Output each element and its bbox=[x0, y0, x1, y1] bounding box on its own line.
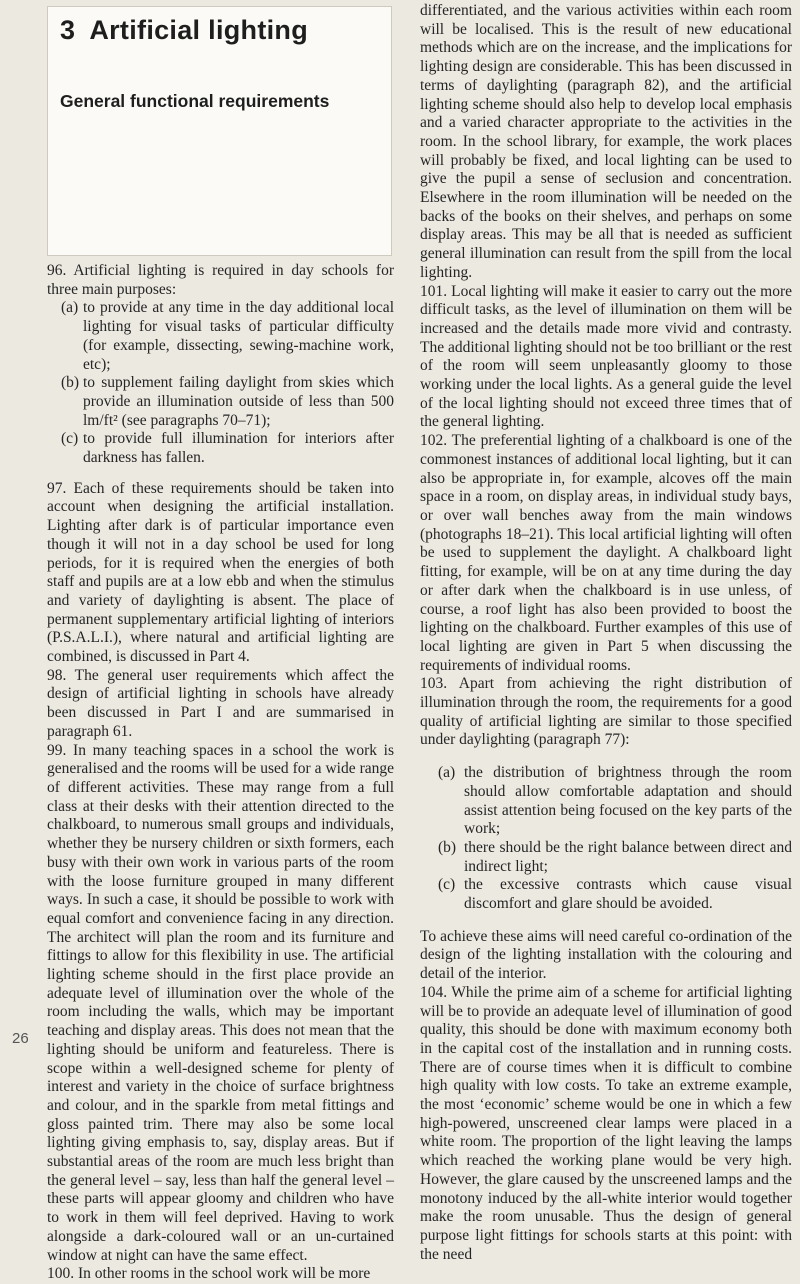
paragraph-100-continued: differentiated, and the various activities within each room will be localised. This is the result of new educational methods which are on the increase, and the implications for lighting design are considerable. This has been discussed in terms of daylighting (paragraph 82), and the artificial lighting scheme should also help to develop local emphasis and a varied character appropriate to the activities in the room. In the school library, for example, the work places will probably be fixed, and local lighting can be used to give the pupil a sense of seclusion and concentration. Elsewhere in the room illumination will be needed on the backs of the books on their shelves, and perhaps on some display areas. This may be all that is needed as sufficient general illumination can result from the spill from the local lighting. bbox=[420, 2, 792, 281]
section-title: General functional requirements bbox=[60, 91, 330, 111]
page-number: 26 bbox=[12, 1030, 29, 1047]
right-column bbox=[420, 2, 792, 1264]
list-item-text: to provide full illumination for interiors after darkness has fallen. bbox=[83, 430, 394, 467]
paragraph-103-intro: 103. Apart from achieving the right distribution of illumination through the room, the requirements for a good quality of artificial lighting are similar to those specified under daylighting (paragraph 77): bbox=[420, 675, 792, 749]
paragraph-102: 102. The preferential lighting of a chalkboard is one of the commonest instances of additional local lighting, but it can also be appropriate in, for example, alcoves off the main space in a room, on display areas, in individual study bays, or over wall benches away from the main windows (photographs 18–21). This local artificial lighting will often be used to supplement the daylight. A chalkboard light fitting, for example, will be on at any time during the day or after dark when the chalkboard is in use unless, of course, a roof light has also been provided to boost the lighting on the chalkboard. Further examples of this use of local lighting are given in Part 5 when discussing the requirements of individual rooms. bbox=[420, 432, 792, 674]
paragraph-99: 99. In many teaching spaces in a school the work is generalised and the rooms will be used for a wide range of different activities. These may range from a full class at their desks with their attention directed to the chalkboard, to numerous small groups and individuals, whether they be nursery children or sixth formers, each busy with their own work in various parts of the room with the loose furniture grouped in many different ways. In such a case, it should be possible to work with equal comfort and convenience facing in any direction. The architect will plan the room and its furniture and fittings to allow for this flexibility in use. The artificial lighting scheme should in the first place provide an adequate level of illumination over the whole of the room including the walls, which may be important teaching and display areas. This does not mean that the lighting should be uniform and featureless. There is scope within a well-designed scheme for plenty of interest and variety in the choice of surface brightness and colour, and in the sparkle from metal fittings and gloss painted trim. There may also be some local lighting giving emphasis to, say, display areas. But if substantial areas of the room are much less bright than the general level – say, less than half the general level – these parts will appear gloomy and children who have to work in them will feel deprived. Having to work alongside a dark-coloured wall or an un-curtained window at night can have the same effect. bbox=[47, 741, 394, 1264]
list-item-text: to supplement failing daylight from skies which provide an illumination outside of less than 500 lm/ft² (see paragraphs 70–71); bbox=[83, 374, 394, 429]
list-item bbox=[420, 839, 792, 876]
list-item bbox=[47, 374, 394, 430]
chapter-number: 3 bbox=[60, 15, 76, 45]
paragraph-103-after: To achieve these aims will need careful co-ordination of the design of the lighting installation with the colouring and detail of the interior. bbox=[420, 927, 792, 983]
list-item-text: to provide at any time in the day additional local lighting for visual tasks of particular difficulty (for example, dissecting, sewing-machine work, etc); bbox=[83, 299, 394, 373]
paragraph-103-list bbox=[420, 764, 792, 914]
chapter-heading bbox=[60, 15, 322, 46]
chapter-title: Artificial lighting bbox=[89, 15, 309, 45]
left-column bbox=[47, 262, 394, 1284]
list-item-text: the distribution of brightness through the room should allow comfortable adaptation and should assist attention being focused on the key parts of the work; bbox=[464, 764, 792, 838]
list-item bbox=[420, 764, 792, 839]
list-marker: (a) bbox=[61, 299, 79, 317]
list-marker: (c) bbox=[61, 430, 79, 448]
chapter-heading-box bbox=[47, 6, 392, 256]
paragraph-100-start: 100. In other rooms in the school work will be more bbox=[47, 1265, 371, 1283]
paragraph-96-list bbox=[47, 299, 394, 467]
paragraph-104: 104. While the prime aim of a scheme for artificial lighting will be to provide an adequate level of illumination of good quality, this should be done with maximum economy both in the capital cost of the installation and in running costs. There are of course times when it is difficult to combine high quality with low costs. To take an extreme example, the most ‘economic’ scheme would be one in which a few high-powered, unscreened clear lamps were placed in a white room. The proportion of the light leaving the lamps which reached the working plane would be very high. However, the glare caused by the unscreened lamps and the monotony induced by the all-white interior would together make the room unusable. Thus the design of general purpose light fittings for schools starts at this point: with the need bbox=[420, 983, 792, 1263]
paragraph-96-intro: 96. Artificial lighting is required in day schools for three main purposes: bbox=[47, 262, 394, 298]
list-marker: (a) bbox=[438, 764, 456, 782]
list-marker: (b) bbox=[61, 374, 80, 392]
list-item bbox=[420, 876, 792, 913]
paragraph-101: 101. Local lighting will make it easier to carry out the more difficult tasks, as the level of illumination on them will be increased and the details made more vivid and contrasty. The additional lighting should not be too brilliant or the rest of the room will seem unpleasantly gloomy to those working under the local lights. As a general guide the level of the local lighting should not exceed three times that of the general lighting. bbox=[420, 282, 792, 431]
list-item bbox=[47, 430, 394, 467]
list-item-text: the excessive contrasts which cause visual discomfort and glare should be avoided. bbox=[464, 876, 792, 913]
paragraph-98: 98. The general user requirements which affect the design of artificial lighting in schools have already been discussed in Part I and are summarised in paragraph 61. bbox=[47, 666, 394, 740]
paragraph-97: 97. Each of these requirements should be taken into account when designing the artificial installation. Lighting after dark is of particular importance even though it will not in a day school be used for long periods, for it is required when the energies of both staff and pupils are at a low ebb and when the stimulus and variety of daylighting is absent. The place of permanent supplementary artificial lighting of interiors (P.S.A.L.I.), where natural and artificial lighting are combined, is discussed in Part 4. bbox=[47, 479, 394, 666]
list-marker: (b) bbox=[438, 838, 457, 856]
list-marker: (c) bbox=[438, 876, 456, 894]
list-item-text: there should be the right balance between direct and indirect light; bbox=[464, 838, 792, 875]
list-item bbox=[47, 299, 394, 374]
